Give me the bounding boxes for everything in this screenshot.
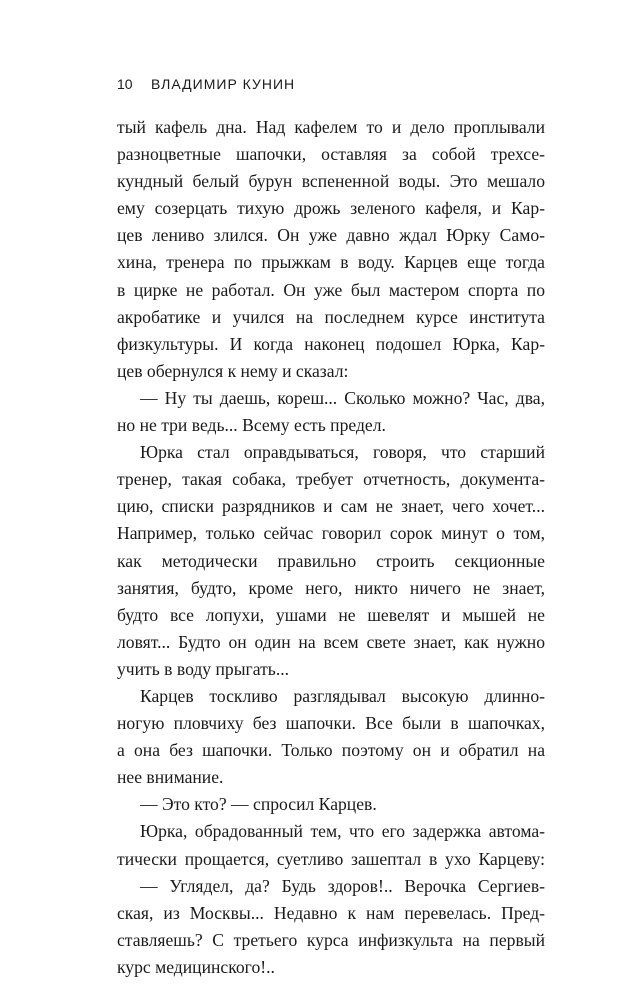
text-line: — Углядел, да? Будь здоров!.. Верочка Сергиев- — [140, 875, 545, 896]
text-line: цев лениво злился. Он уже давно ждал Юрку Само- — [117, 225, 545, 246]
text-line: цев обернулся к нему и сказал: — [117, 360, 349, 381]
text-line: как методически правильно строить секционные — [117, 550, 545, 571]
text-line: тически прощается, суетливо зашептал в ухо Карцеву: — [117, 848, 545, 869]
text-line: — Это кто? — спросил Карцев. — [140, 794, 377, 815]
text-line: будто все лопухи, ушами не шевелят и мышей не — [117, 604, 545, 625]
text-line: физкультуры. И когда наконец подошел Юрка, Кар- — [117, 333, 545, 354]
text-line: но не три ведь... Всему есть предел. — [117, 415, 386, 436]
text-line: Карцев тоскливо разглядывал высокую длинно- — [140, 685, 545, 706]
text-line: ловят... Будто он один на всем свете знает, как нужно — [117, 631, 545, 652]
text-line: ногую пловчиху без шапочки. Все были в шапочках, — [117, 713, 545, 734]
text-line: в цирке не работал. Он уже был мастером спорта по — [117, 279, 545, 300]
running-header — [117, 76, 295, 92]
page-number: 10 — [117, 76, 133, 92]
text-line: Юрка стал оправдываться, говоря, что старший — [140, 442, 545, 463]
author-name: ВЛАДИМИР КУНИН — [151, 76, 296, 92]
text-line: разноцветные шапочки, оставляя за собой трехсе- — [117, 144, 545, 165]
body-text — [117, 114, 545, 981]
text-line: акробатике и учился на последнем курсе института — [117, 306, 545, 327]
text-line: кундный белый бурун вспененной воды. Это мешало — [117, 171, 545, 192]
text-line: тренер, такая собака, требует отчетность, документа- — [117, 469, 545, 490]
text-line: тый кафель дна. Над кафелем то и дело проплывали — [117, 117, 545, 137]
text-line: Например, только сейчас говорил сорок минут о том, — [117, 523, 545, 544]
text-line: ставляешь? С третьего курса инфизкульта на первый — [117, 929, 545, 950]
text-line: учить в воду прыгать... — [117, 658, 290, 679]
text-line: ему созерцать тихую дрожь зеленого кафеля, и Кар- — [117, 198, 545, 219]
text-line: курс медицинского!.. — [117, 956, 275, 977]
text-line: а она без шапочки. Только поэтому он и обратил на — [117, 740, 545, 761]
text-line: нее внимание. — [117, 767, 224, 788]
text-line: Юрка, обрадованный тем, что его задержка автома- — [140, 821, 545, 842]
text-line: занятия, будто, кроме него, никто ничего не знает, — [117, 577, 545, 598]
text-line: цию, списки разрядников и сам не знает, чего хочет... — [117, 496, 545, 517]
text-line: ская, из Москвы... Недавно к нам перевелась. Пред- — [117, 902, 545, 923]
text-line: хина, тренера по прыжкам в воду. Карцев еще тогда — [117, 252, 545, 273]
text-line: — Ну ты даешь, кореш... Сколько можно? Час, два, — [140, 387, 545, 408]
